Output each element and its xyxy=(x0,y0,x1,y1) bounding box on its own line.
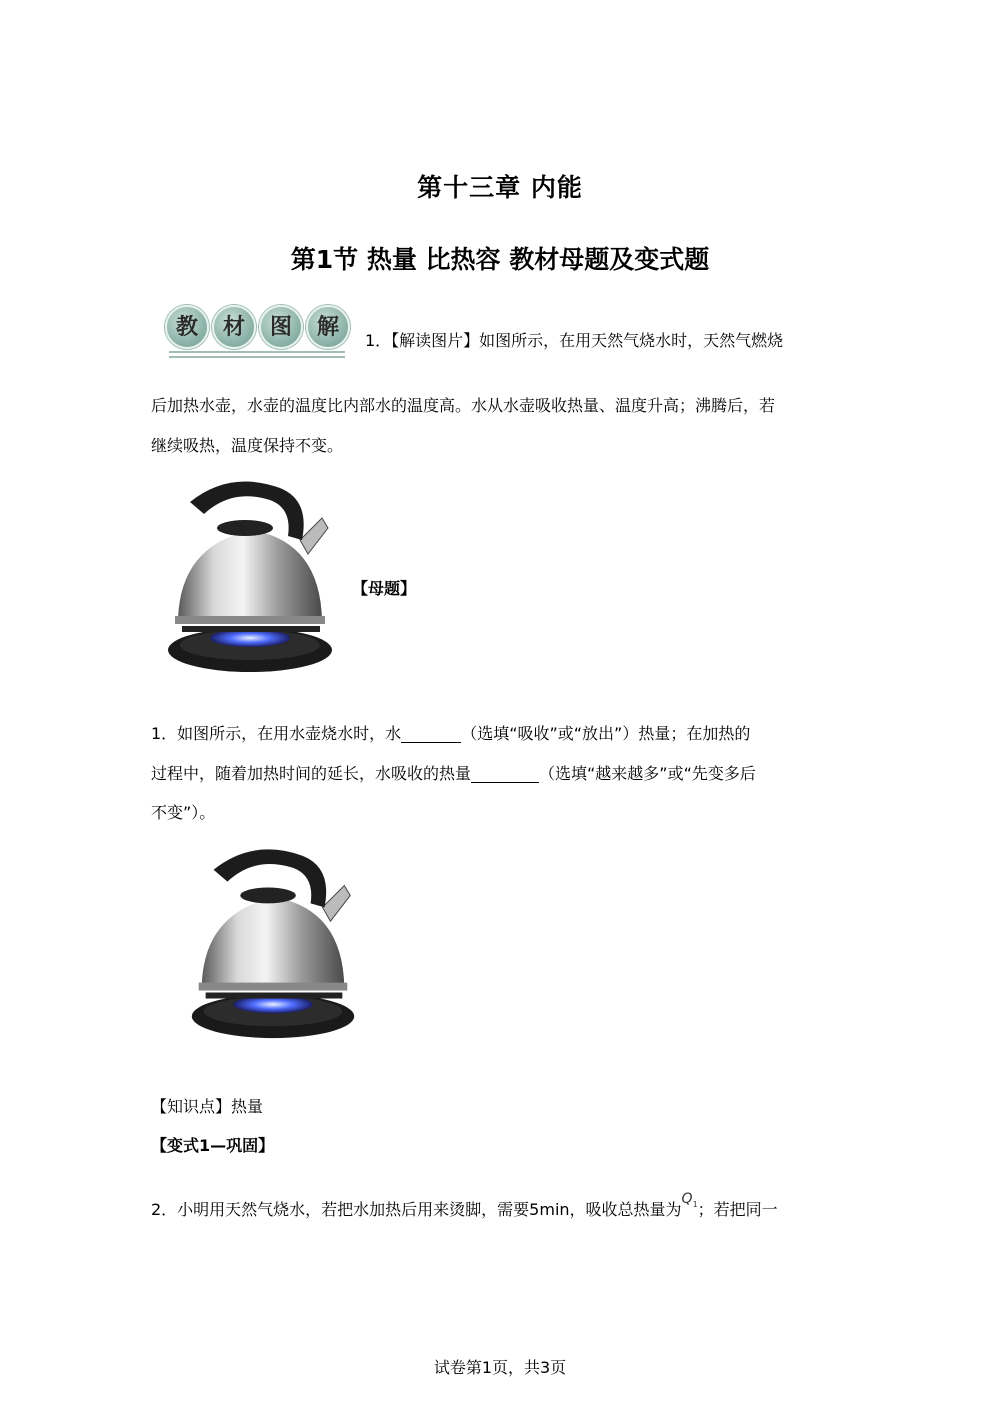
question-1-line-3: 不变”）。 xyxy=(151,803,216,822)
q1-text-b: （选填“吸收”或“放出”）热量；在加热的 xyxy=(461,724,751,743)
q1-text-a: 1．如图所示，在用水壶烧水时，水 xyxy=(151,724,402,743)
q1-symbol: $Q_1$ xyxy=(681,1191,698,1209)
knowledge-point: 【知识点】热量 xyxy=(151,1097,264,1116)
badge-char-3: 图 xyxy=(259,305,303,349)
kettle-on-stove-image xyxy=(160,470,340,680)
q2-text-a: 2．小明用天然气烧水，若把水加热后用来烫脚，需要5min，吸收总热量为 xyxy=(151,1200,682,1219)
question-2-line-1 xyxy=(151,1180,778,1229)
page-footer: 试卷第1页，共3页 xyxy=(433,1358,567,1377)
question-1-line-2 xyxy=(151,755,756,793)
section-title: 第1节 热量 比热容 教材母题及变式题 xyxy=(290,245,710,274)
variant-1-label: 【变式1—巩固】 xyxy=(151,1136,275,1155)
intro-line-1: 1．【解读图片】如图所示，在用天然气烧水时，天然气燃烧 xyxy=(365,331,784,350)
badge-char-2: 材 xyxy=(212,305,256,349)
q1-text-d: （选填“越来越多”或“先变多后 xyxy=(539,764,756,783)
badge-char-1: 教 xyxy=(165,305,209,349)
intro-line-3: 继续吸热，温度保持不变。 xyxy=(151,436,344,455)
answer-blank-2[interactable] xyxy=(471,764,539,783)
mother-question-label: 【母题】 xyxy=(352,579,417,598)
answer-blank-1[interactable] xyxy=(401,724,461,743)
question-1-line-1 xyxy=(151,715,750,753)
chapter-title: 第十三章 内能 xyxy=(417,173,583,202)
q2-text-b: ；若把同一 xyxy=(697,1200,778,1219)
q1-text-c: 过程中，随着加热时间的延长，水吸收的热量 xyxy=(151,764,472,783)
intro-line-2: 后加热水壶，水壶的温度比内部水的温度高。水从水壶吸收热量、温度升高；沸腾后，若 xyxy=(151,396,776,415)
badge-char-4: 解 xyxy=(306,305,350,349)
kettle-on-stove-image-2 xyxy=(168,838,378,1046)
textbook-illustration-badge xyxy=(163,303,353,361)
